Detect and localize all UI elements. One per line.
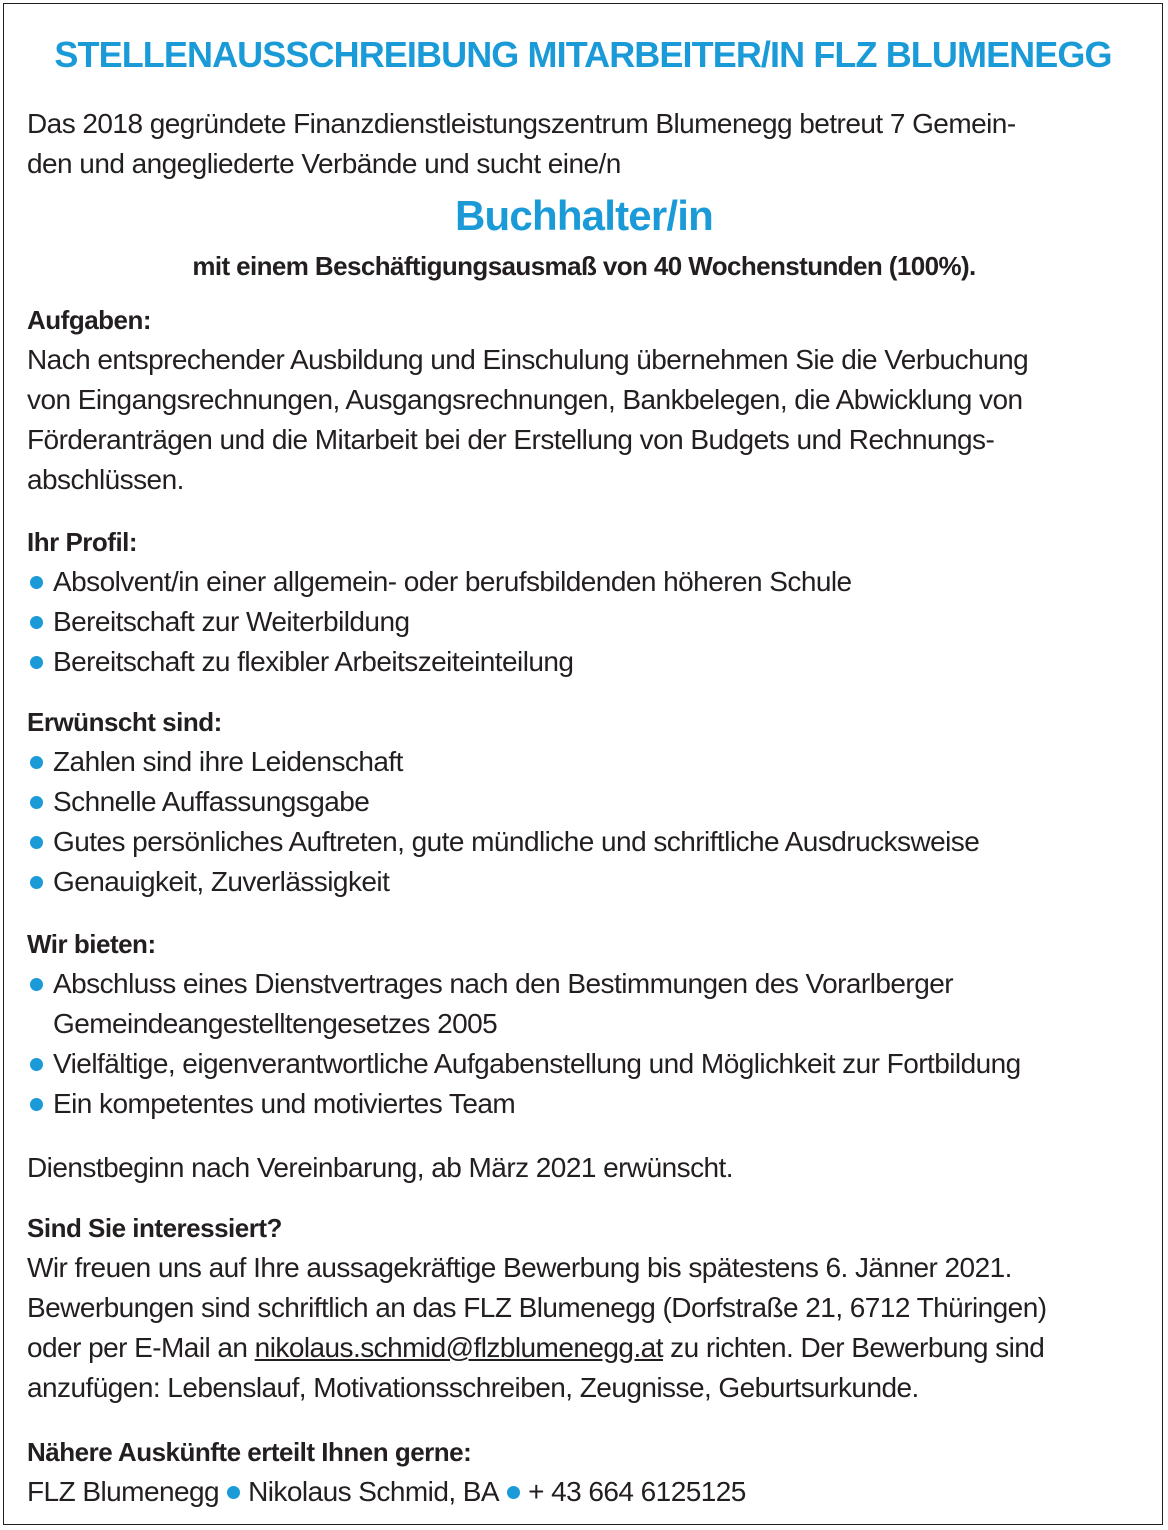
- apply-heading: Sind Sie interessiert?: [27, 1213, 282, 1243]
- bullet-icon: [30, 1058, 43, 1071]
- bullet-icon: [30, 576, 43, 589]
- tasks-line: Nach entsprechender Ausbildung und Einschulung übernehmen Sie die Verbuchung: [27, 344, 1029, 375]
- list-item: Absolvent/in einer allgemein- oder berufsbildenden höheren Schule: [27, 562, 852, 602]
- page-title: STELLENAUSSCHREIBUNG MITARBEITER/IN FLZ BLUMENEGG: [54, 34, 1112, 75]
- list-item: Gutes persönliches Auftreten, gute mündliche und schriftliche Ausdrucksweise: [27, 822, 979, 862]
- bullet-icon: [30, 1098, 43, 1111]
- bullet-icon: [30, 876, 43, 889]
- contact-phone: + 43 664 6125125: [528, 1476, 746, 1507]
- intro-line: den und angegliederte Verbände und sucht eine/n: [27, 148, 621, 179]
- bullet-icon: [507, 1486, 520, 1499]
- contact-org: FLZ Blumenegg: [27, 1476, 220, 1507]
- desired-list: [27, 742, 979, 902]
- apply-line: Bewerbungen sind schriftlich an das FLZ Blumenegg (Dorfstraße 21, 6712 Thüringen): [27, 1292, 1047, 1323]
- list-item: Bereitschaft zu flexibler Arbeitszeiteinteilung: [27, 642, 852, 682]
- tasks-section: [27, 300, 1028, 500]
- email-link[interactable]: nikolaus.schmid@flzblumenegg.at: [254, 1332, 663, 1363]
- tasks-heading: Aufgaben:: [27, 305, 152, 335]
- contact-line: [27, 1472, 746, 1512]
- tasks-line: von Eingangsrechnungen, Ausgangsrechnungen, Bankbelegen, die Abwicklung von: [27, 384, 1023, 415]
- bullet-icon: [227, 1486, 240, 1499]
- tasks-line: abschlüssen.: [27, 464, 184, 495]
- list-item: Genauigkeit, Zuverlässigkeit: [27, 862, 979, 902]
- bullet-icon: [30, 836, 43, 849]
- bullet-icon: [30, 978, 43, 991]
- contact-section: [27, 1432, 746, 1512]
- profile-heading: Ihr Profil:: [27, 527, 138, 557]
- bullet-icon: [30, 756, 43, 769]
- bullet-icon: [30, 656, 43, 669]
- bullet-icon: [30, 616, 43, 629]
- profile-list: [27, 562, 852, 682]
- bullet-icon: [30, 796, 43, 809]
- apply-line: Wir freuen uns auf Ihre aussagekräftige Bewerbung bis spätestens 6. Jänner 2021.: [27, 1252, 1012, 1283]
- tasks-line: Förderanträgen und die Mitarbeit bei der Erstellung von Budgets und Rechnungs-: [27, 424, 995, 455]
- start-date-text: Dienstbeginn nach Vereinbarung, ab März 2021 erwünscht.: [27, 1152, 733, 1183]
- desired-section: [27, 702, 979, 902]
- apply-line: oder per E-Mail an nikolaus.schmid@flzblumenegg.at zu richten. Der Bewerbung sind: [27, 1332, 1045, 1363]
- offer-section: [27, 924, 1021, 1124]
- list-item: Vielfältige, eigenverantwortliche Aufgabenstellung und Möglichkeit zur Fortbildung: [27, 1044, 1021, 1084]
- list-item: Schnelle Auffassungsgabe: [27, 782, 979, 822]
- list-item: Zahlen sind ihre Leidenschaft: [27, 742, 979, 782]
- apply-section: [27, 1208, 1047, 1408]
- list-item: Ein kompetentes und motiviertes Team: [27, 1084, 1021, 1124]
- offer-heading: Wir bieten:: [27, 929, 156, 959]
- intro-paragraph: [27, 104, 1016, 184]
- apply-line: anzufügen: Lebenslauf, Motivationsschreiben, Zeugnisse, Geburtsurkunde.: [27, 1372, 919, 1403]
- job-title: Buchhalter/in: [455, 192, 713, 239]
- contact-heading: Nähere Auskünfte erteilt Ihnen gerne:: [27, 1437, 472, 1467]
- desired-heading: Erwünscht sind:: [27, 707, 222, 737]
- contact-person: Nikolaus Schmid, BA: [248, 1476, 500, 1507]
- offer-list: [27, 964, 1021, 1124]
- list-item: Abschluss eines Dienstvertrages nach den Bestimmungen des Vorarlberger Gemeindeangestelltengesetzes 2005: [27, 964, 1021, 1044]
- intro-line: Das 2018 gegründete Finanzdienstleistungszentrum Blumenegg betreut 7 Gemein-: [27, 108, 1016, 139]
- profile-section: [27, 522, 852, 682]
- job-subtitle: mit einem Beschäftigungsausmaß von 40 Wochenstunden (100%).: [192, 251, 976, 281]
- list-item: Bereitschaft zur Weiterbildung: [27, 602, 852, 642]
